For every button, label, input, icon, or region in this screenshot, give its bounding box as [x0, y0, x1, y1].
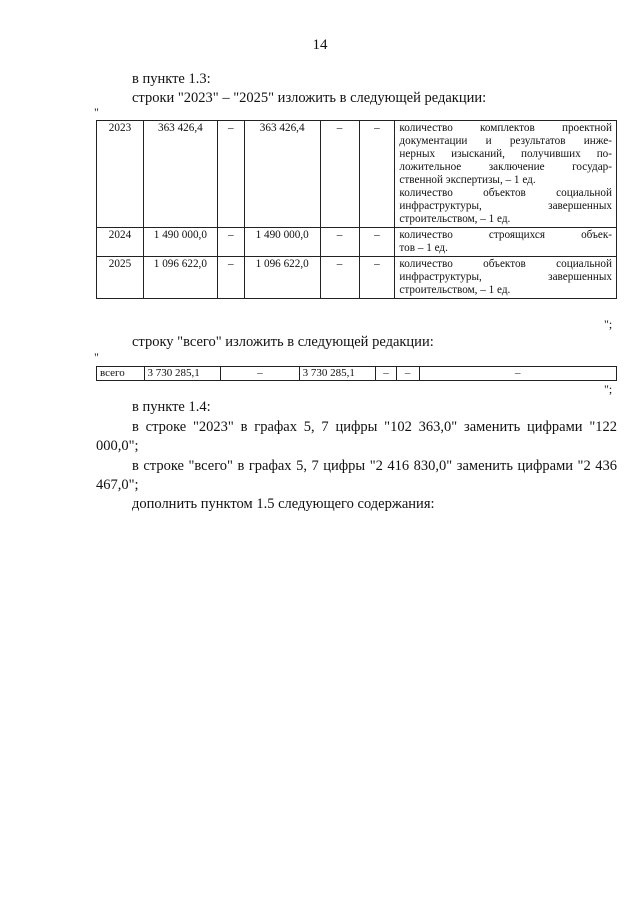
result-line: количество комплектов проектной — [399, 122, 612, 134]
cell-result — [395, 228, 617, 257]
result-line: тов – 1 ед. — [399, 242, 448, 254]
close-quote-mark: "; — [604, 317, 613, 331]
close-quote-mark: "; — [604, 382, 613, 396]
total-instruction: строку "всего" изложить в следующей редакции: — [132, 334, 434, 350]
cell-col6: – — [359, 121, 395, 228]
cell-col6: – — [359, 257, 395, 299]
cell-result — [395, 121, 617, 228]
result-line: нерных изысканий, получивших по- — [399, 148, 612, 160]
cell-col4: 1 490 000,0 — [244, 228, 320, 257]
cell-col5: – — [320, 121, 359, 228]
cell-result — [395, 257, 617, 299]
cell-year: 2023 — [97, 121, 144, 228]
years-table — [96, 120, 617, 299]
cell-year: 2025 — [97, 257, 144, 299]
open-quote-mark: " — [94, 350, 99, 364]
cell-year: 2024 — [97, 228, 144, 257]
cell-col5: – — [376, 367, 397, 381]
result-line: инфраструктуры, завершенных — [399, 200, 612, 212]
cell-col3: – — [217, 228, 244, 257]
result-line: документации и результатов инже- — [399, 135, 612, 147]
cell-result: – — [419, 367, 616, 381]
year-row — [97, 121, 617, 228]
cell-col3: – — [217, 257, 244, 299]
year-row — [97, 228, 617, 257]
cell-total: 1 490 000,0 — [143, 228, 217, 257]
rows-instruction: строки "2023" – "2025" изложить в следующей редакции: — [132, 90, 487, 106]
total-table — [96, 366, 617, 381]
page-number: 14 — [312, 37, 328, 53]
open-quote-mark: " — [94, 105, 99, 119]
cell-col4: 363 426,4 — [244, 121, 320, 228]
cell-label: всего — [97, 367, 145, 381]
section-1-3-heading: в пункте 1.3: — [132, 71, 211, 87]
replace-2023-paragraph: в строке "2023" в графах 5, 7 цифры "102 363,0" заменить цифрами "122 000,0"; — [96, 419, 617, 454]
cell-col6: – — [396, 367, 419, 381]
cell-col3: – — [217, 121, 244, 228]
cell-total: 3 730 285,1 — [144, 367, 221, 381]
result-line: количество строящихся объек- — [399, 229, 612, 241]
cell-col4: 3 730 285,1 — [299, 367, 376, 381]
cell-col3: – — [221, 367, 300, 381]
result-line: ложительное заключение государ- — [399, 161, 612, 173]
add-1-5-paragraph: дополнить пунктом 1.5 следующего содержания: — [132, 496, 435, 512]
cell-col6: – — [359, 228, 395, 257]
year-row — [97, 257, 617, 299]
result-line: строительством, – 1 ед. — [399, 284, 511, 296]
result-line: количество объектов социальной — [399, 187, 612, 199]
cell-col5: – — [320, 228, 359, 257]
cell-total: 363 426,4 — [143, 121, 217, 228]
result-line: инфраструктуры, завершенных — [399, 271, 612, 283]
result-line: количество объектов социальной — [399, 258, 612, 270]
section-1-4-heading: в пункте 1.4: — [132, 399, 211, 415]
cell-total: 1 096 622,0 — [143, 257, 217, 299]
total-row — [97, 367, 617, 381]
cell-col5: – — [320, 257, 359, 299]
replace-total-paragraph: в строке "всего" в графах 5, 7 цифры "2 416 830,0" заменить цифрами "2 436 467,0"; — [96, 458, 617, 493]
result-line: строительством, – 1 ед. — [399, 213, 511, 225]
result-line: ственной экспертизы, – 1 ед. — [399, 174, 536, 186]
cell-col4: 1 096 622,0 — [244, 257, 320, 299]
